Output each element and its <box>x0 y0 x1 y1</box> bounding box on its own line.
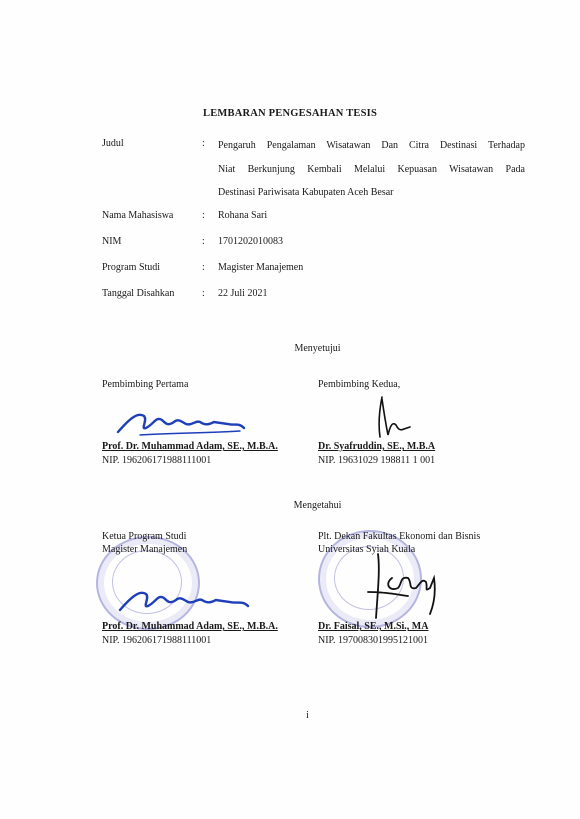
ketua-name: Prof. Dr. Muhammad Adam, SE., M.B.A. <box>102 621 278 632</box>
tanggal-label: Tanggal Disahkan <box>102 288 175 299</box>
pembimbing1-signature <box>110 400 270 440</box>
judul-line-3: Destinasi Pariwisata Kabupaten Aceh Besar <box>218 187 394 198</box>
ketua-title-1: Ketua Program Studi <box>102 531 187 542</box>
tanggal-value: 22 Juli 2021 <box>218 288 268 299</box>
ketua-title-2: Magister Manajemen <box>102 544 188 555</box>
pembimbing1-title: Pembimbing Pertama <box>102 379 189 390</box>
nama-colon: : <box>202 210 205 221</box>
nim-colon: : <box>202 236 205 247</box>
page-number: i <box>306 710 309 721</box>
ketua-nip: NIP. 196206171988111001 <box>102 635 212 646</box>
pembimbing2-name: Dr. Syafruddin, SE., M.B.A <box>318 441 436 452</box>
mengetahui-heading: Mengetahui <box>293 500 342 511</box>
dekan-signature <box>364 548 454 628</box>
judul-colon: : <box>202 138 205 149</box>
pembimbing2-nip: NIP. 19631029 198811 1 001 <box>318 455 436 466</box>
judul-line-1: Pengaruh Pengalaman Wisatawan Dan Citra Destinasi Terhadap <box>218 140 525 151</box>
nim-label: NIM <box>102 236 122 247</box>
page-title: LEMBARAN PENGESAHAN TESIS <box>202 108 377 119</box>
tanggal-colon: : <box>202 288 205 299</box>
nama-label: Nama Mahasiswa <box>102 210 174 221</box>
dekan-name: Dr. Faisal, SE., M.Si., MA <box>318 621 429 632</box>
pembimbing2-title: Pembimbing Kedua, <box>318 379 401 390</box>
pembimbing2-signature <box>366 393 426 443</box>
nama-value: Rohana Sari <box>218 210 268 221</box>
pembimbing1-name: Prof. Dr. Muhammad Adam, SE., M.B.A. <box>102 441 278 452</box>
judul-line-2: Niat Berkunjung Kembali Melalui Kepuasan Wisatawan Pada <box>218 163 525 175</box>
dekan-title-2: Universitas Syiah Kuala <box>318 544 416 555</box>
dekan-title-1: Plt. Dekan Fakultas Ekonomi dan Bisnis <box>318 531 481 542</box>
judul-value <box>218 134 525 205</box>
ketua-signature <box>112 580 272 620</box>
dekan-nip: NIP. 197008301995121001 <box>318 635 429 646</box>
nim-value: 1701202010083 <box>218 236 283 247</box>
menyetujui-heading: Menyetujui <box>294 343 341 354</box>
prodi-colon: : <box>202 262 205 273</box>
pembimbing1-nip: NIP. 196206171988111001 <box>102 455 212 466</box>
prodi-label: Program Studi <box>102 262 161 273</box>
judul-label: Judul <box>102 138 124 149</box>
prodi-value: Magister Manajemen <box>218 262 304 273</box>
